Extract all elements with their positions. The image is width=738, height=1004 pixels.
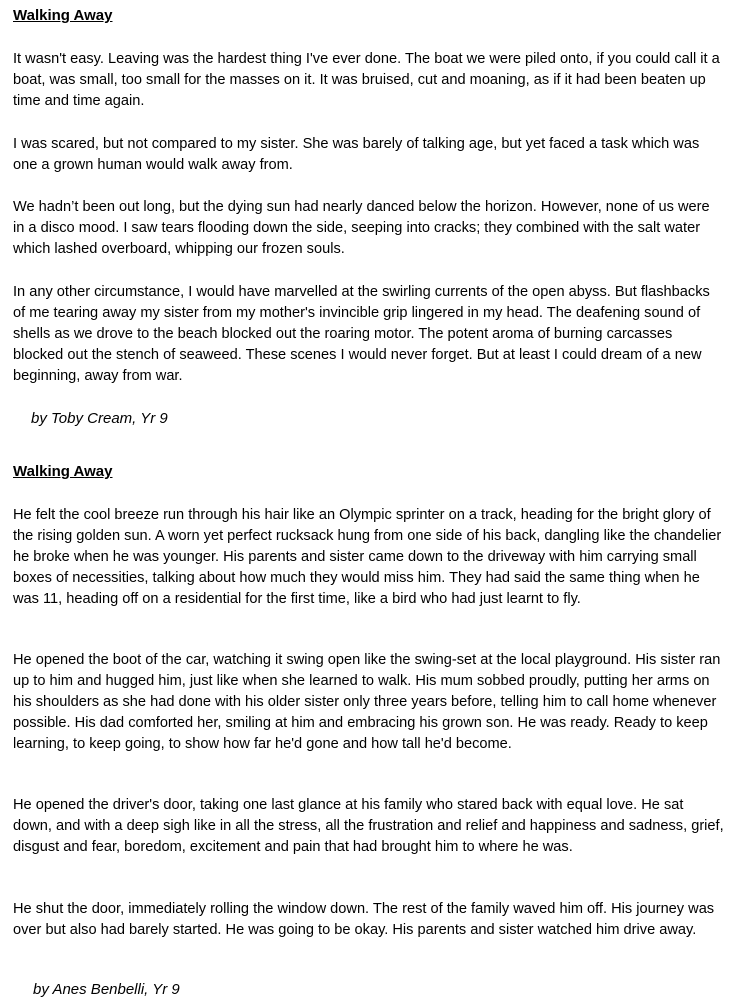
story-paragraph: He felt the cool breeze run through his hair like an Olympic sprinter on a track, heading for the bright glory of the rising golden sun. A worn yet perfect rucksack hung from one side of his back, dangling like the chandelier he broke when he was younger. His parents and sister came down to the driveway with him carrying small boxes of necessities, talking about how much they would miss him. They had said the same thing when he was 11, heading off on a residential for the first time, like a bird who had just learnt to fly. xyxy=(13,507,722,607)
story-title: Walking Away xyxy=(13,463,113,480)
story-paragraph: We hadn’t been out long, but the dying sun had nearly danced below the horizon. However, none of us were in a disco mood. I saw tears flooding down the side, seeping into cracks; they combined with the salt water which lashed overboard, whipping our frozen souls. xyxy=(13,199,710,257)
story-paragraph: He opened the boot of the car, watching it swing open like the swing-set at the local playground. His sister ran up to him and hugged him, just like when she learned to walk. His mum sobbed proudly, putting her arms on his shoulders as she had done with his older sister only three years before, telling him to call home whenever possible. His dad comforted her, smiling at him and embracing his grown son. He was ready. Ready to keep learning, to keep going, to show how far he'd gone and how tall he'd become. xyxy=(13,652,721,752)
story-paragraph: He shut the door, immediately rolling the window down. The rest of the family waved him off. His journey was over but also had barely started. He was going to be okay. His parents and sister watched him drive away. xyxy=(13,901,715,938)
story-paragraph: He opened the driver's door, taking one last glance at his family who stared back with equal love. He sat down, and with a deep sigh like in all the stress, all the frustration and relief and happiness and sadness, grief, disgust and fear, boredom, excitement and pain that had brought him to where he was. xyxy=(13,797,724,855)
story-byline: by Toby Cream, Yr 9 xyxy=(31,410,168,427)
story-title: Walking Away xyxy=(13,7,113,24)
story-byline: by Anes Benbelli, Yr 9 xyxy=(33,981,180,998)
story-paragraph: It wasn't easy. Leaving was the hardest thing I've ever done. The boat we were piled onto, if you could call it a boat, was small, too small for the masses on it. It was bruised, cut and moaning, as if it had been beaten up time and time again. xyxy=(13,51,720,109)
story-paragraph: I was scared, but not compared to my sister. She was barely of talking age, but yet faced a task which was one a grown human would walk away from. xyxy=(13,136,700,173)
story-paragraph: In any other circumstance, I would have marvelled at the swirling currents of the open abyss. But flashbacks of me tearing away my sister from my mother's invincible grip lingered in my head. The deafening sound of shells as we drove to the beach blocked out the roaring motor. The potent aroma of burning carcasses blocked out the stench of seaweed. These scenes I would never forget. But at least I could dream of a new beginning, away from war. xyxy=(13,284,710,384)
